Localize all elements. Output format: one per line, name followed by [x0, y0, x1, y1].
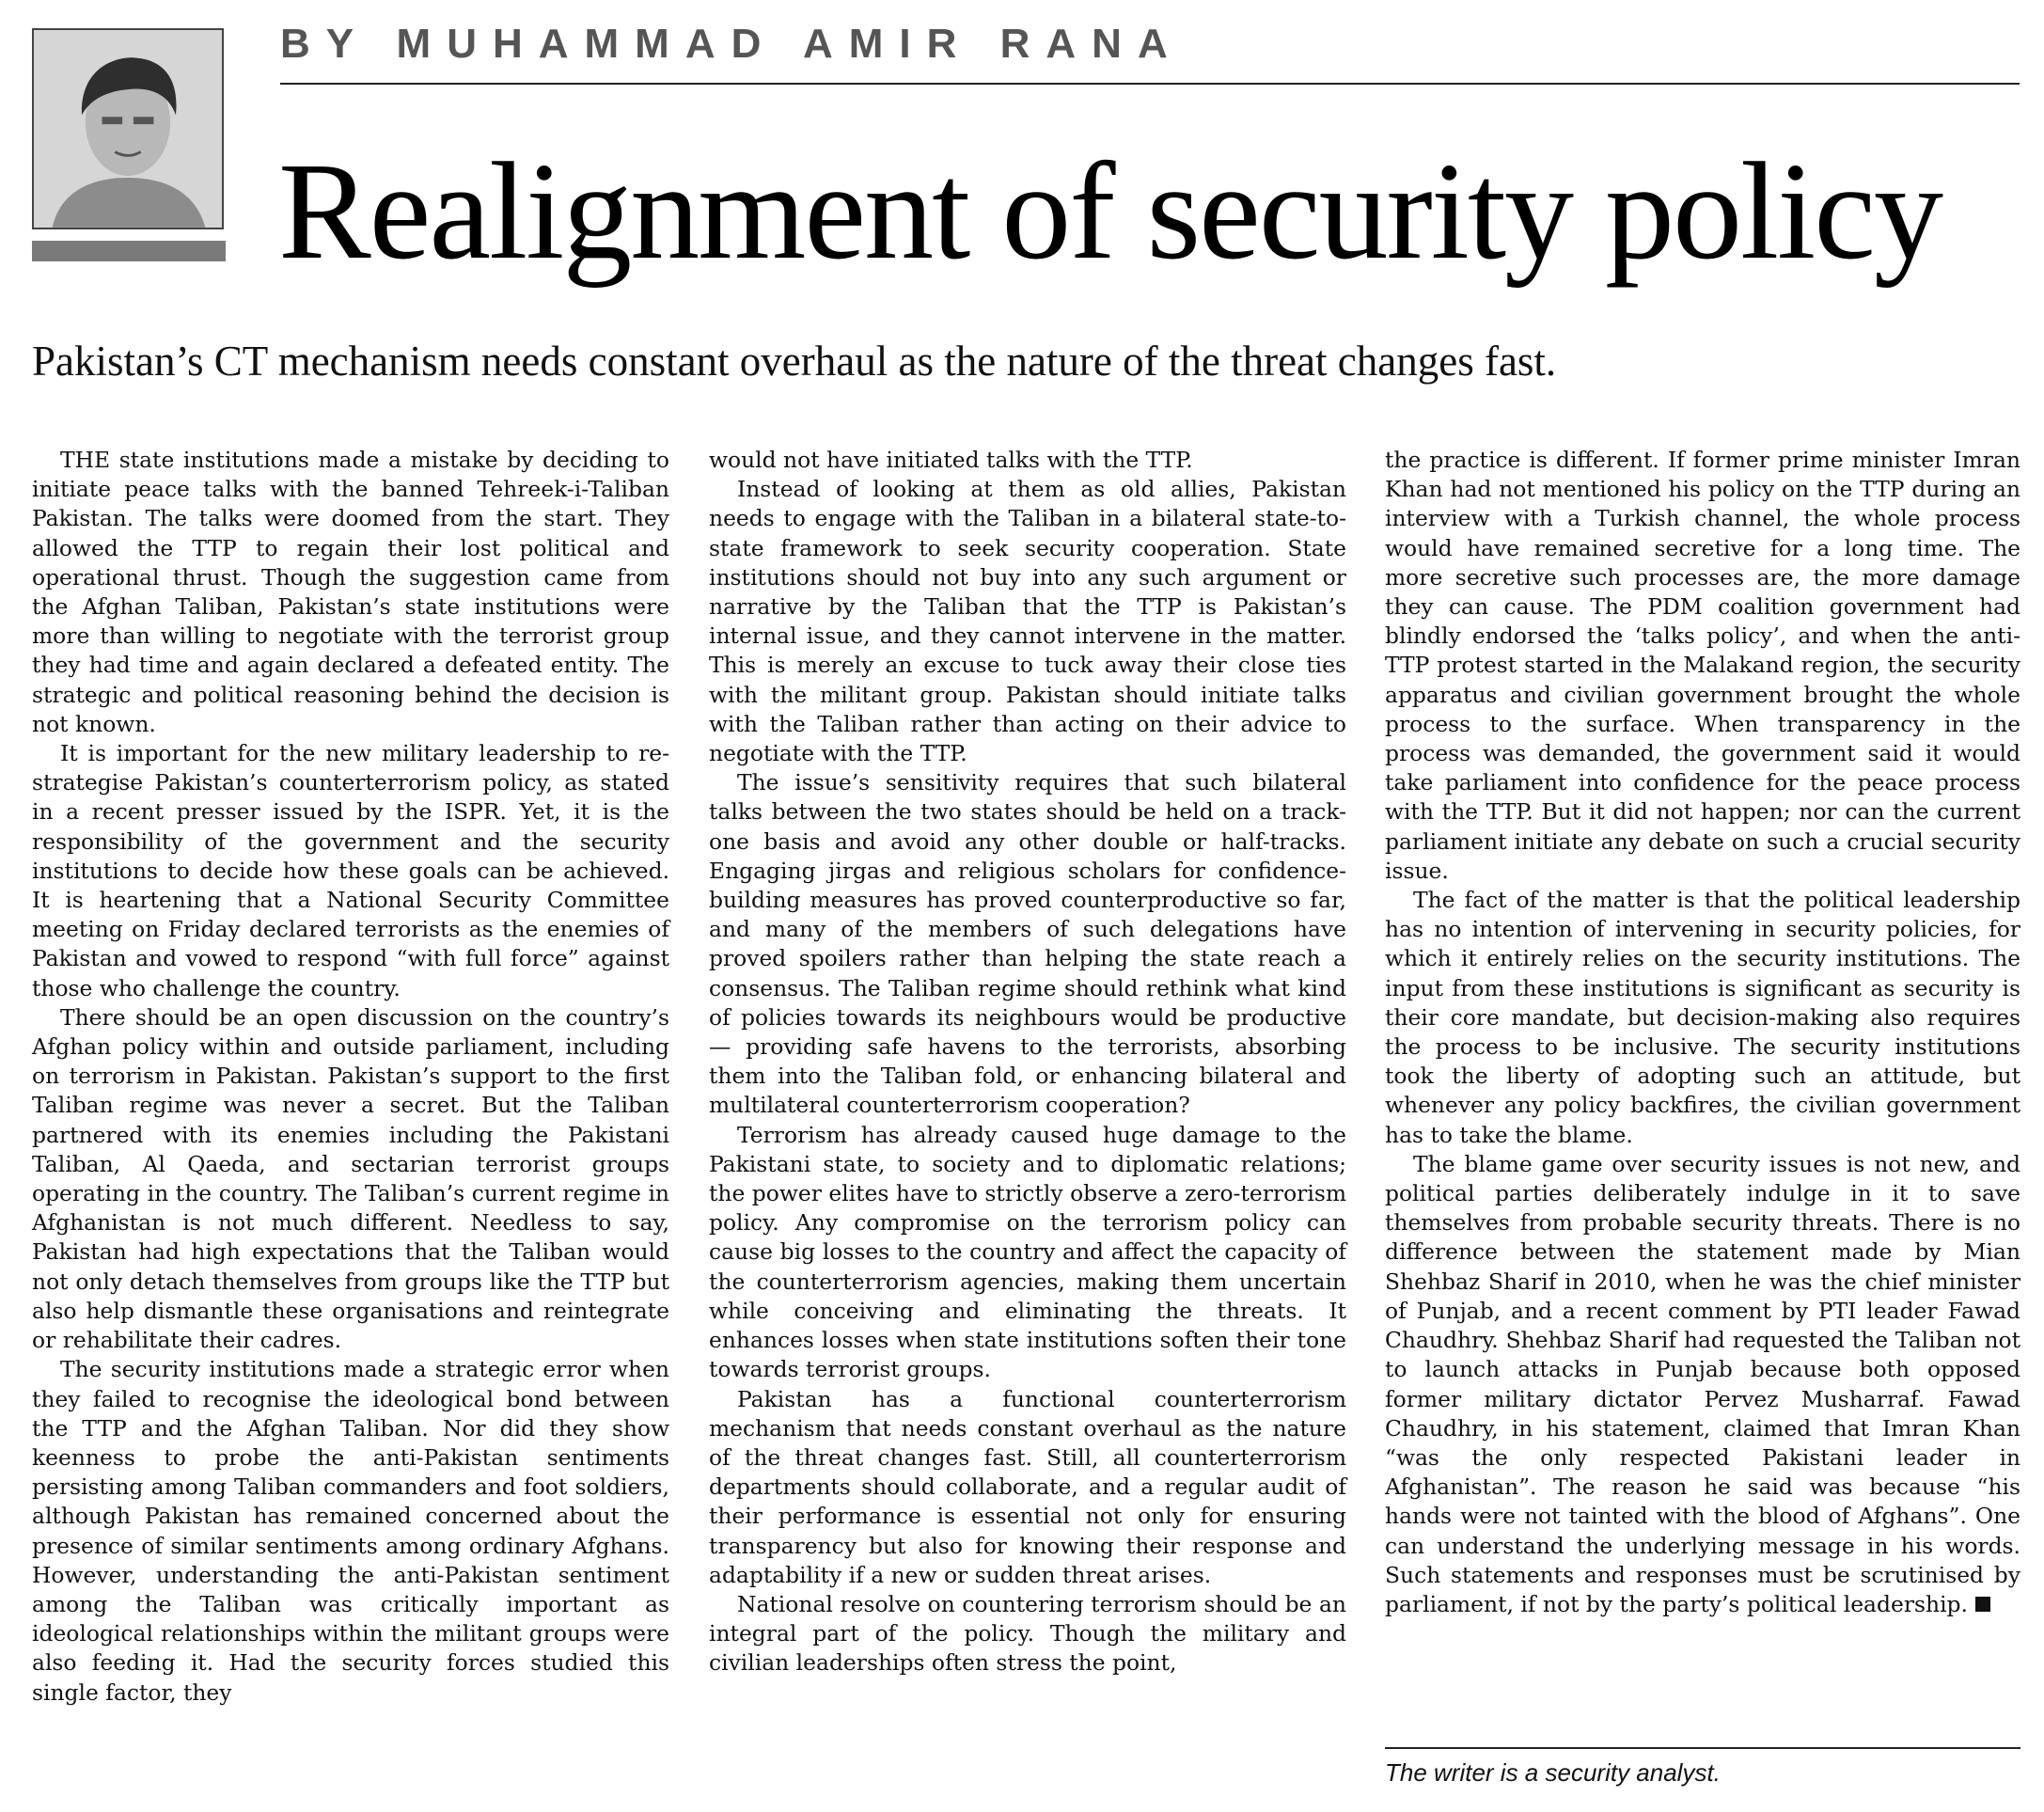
- paragraph: Pakistan has a functional counterterrorism mechanism that needs constant overhaul as the nature of the threat changes fast. Still, all counterterrorism departments should collaborate, and a regular audit of their performance is essential not only for ensuring transparency but also for knowing their response and adaptability if a new or sudden threat arises.: [709, 1385, 1346, 1588]
- article-column-2: [709, 446, 1346, 1678]
- author-footnote: The writer is a security analyst.: [1385, 1758, 1721, 1787]
- paragraph: the practice is different. If former prime minister Imran Khan had not mentioned his policy on the TTP during an interview with a Turkish channel, the whole process would have remained secretive for a long time. The more secretive such processes are, the more damage they can cause. The PDM coalition government had blindly endorsed the ‘talks policy’, and when the anti-TTP protest started in the Malakand region, the security apparatus and civilian government brought the whole process to the surface. When transparency in the process was demanded, the government said it would take parliament into confidence for the peace process with the TTP. But it did not happen; nor can the current parliament initiate any debate on such a crucial security issue.: [1385, 447, 2020, 884]
- standfirst: Pakistan’s CT mechanism needs constant overhaul as the nature of the threat changes fast.: [32, 338, 1557, 385]
- article-column-1: [32, 446, 669, 1708]
- paragraph: would not have initiated talks with the TTP.: [709, 447, 1193, 473]
- byline: BY MUHAMMAD AMIR RANA: [280, 21, 1184, 67]
- author-photo: [32, 28, 224, 229]
- end-square-icon: [1975, 1597, 1990, 1612]
- paragraph: The fact of the matter is that the political leadership has no intention of intervening in security policies, for which it entirely relies on the security institutions. The input from these institutions is significant as security is their core mandate, but decision-making also requires the process to be inclusive. The security institutions took the liberty of adopting such an attitude, but whenever any policy backfires, the civilian government has to take the blame.: [1385, 887, 2020, 1148]
- paragraph: Terrorism has already caused huge damage to the Pakistani state, to society and to diplomatic relations; the power elites have to strictly observe a zero-terrorism policy. Any compromise on the terrorism policy can cause big losses to the country and affect the capacity of the counterterrorism agencies, making them uncertain while conceiving and eliminating the threats. It enhances losses when state institutions soften their tone towards terrorist groups.: [709, 1121, 1346, 1383]
- author-portrait-icon: [34, 30, 222, 228]
- paragraph: THE state institutions made a mistake by deciding to initiate peace talks with the banned Tehreek-i-Taliban Pakistan. The talks were doomed from the start. They allowed the TTP to regain their lost political and operational thrust. Though the suggestion came from the Afghan Taliban, Pakistan’s state institutions were more than willing to negotiate with the terrorist group they had time and again declared a defeated entity. The strategic and political reasoning behind the decision is not known.: [32, 447, 669, 737]
- footnote-rule: [1385, 1747, 2020, 1749]
- paragraph: Instead of looking at them as old allies, Pakistan needs to engage with the Taliban in a bilateral state-to-state framework to seek security cooperation. State institutions should not buy into any such argument or narrative by the Taliban that the TTP is Pakistan’s internal issue, and they cannot intervene in the matter. This is merely an excuse to tuck away their close ties with the militant group. Pakistan should initiate talks with the Taliban rather than acting on their advice to negotiate with the TTP.: [709, 476, 1346, 767]
- paragraph-text: The blame game over security issues is not new, and political parties deliberately indulge in it to save themselves from probable security threats. There is no difference between the statement made by Mian Shehbaz Sharif in 2010, when he was the chief minister of Punjab, and a recent comment by PTI leader Fawad Chaudhry. Shehbaz Sharif had requested the Taliban not to launch attacks in Punjab because both opposed former military dictator Pervez Musharraf. Fawad Chaudhry, in his statement, claimed that Imran Khan “was the only respected Pakistani leader in Afghanistan”. The reason he said was because “his hands were not tainted with the blood of Afghans”. One can understand the underlying message in his words. Such statements and responses must be scrutinised by parliament, if not by the party’s political leadership.: [1385, 1150, 2020, 1617]
- paragraph: National resolve on countering terrorism should be an integral part of the policy. Though the military and civilian leaderships often stress the point,: [709, 1590, 1346, 1677]
- paragraph-last: [1385, 1150, 2020, 1619]
- headline: Realignment of security policy: [278, 134, 1942, 289]
- article-column-3: [1385, 446, 2020, 1619]
- paragraph: There should be an open discussion on the country’s Afghan policy within and outside parliament, including on terrorism in Pakistan. Pakistan’s support to the first Taliban regime was never a secret. But the Taliban partnered with its enemies including the Pakistani Taliban, Al Qaeda, and sectarian terrorist groups operating in the country. The Taliban’s current regime in Afghanistan is not much different. Needless to say, Pakistan had high expectations that the Taliban would not only detach themselves from groups like the TTP but also help dismantle these organisations and reintegrate or rehabilitate their cadres.: [32, 1003, 669, 1354]
- header-rule: [280, 83, 2020, 85]
- paragraph: The issue’s sensitivity requires that such bilateral talks between the two states should be held on a track-one basis and avoid any other double or half-tracks. Engaging jirgas and religious scholars for confidence-building measures has proved counterproductive so far, and many of the members of such delegations have proved spoilers rather than helping the state reach a consensus. The Taliban regime should rethink what kind of policies towards its neighbours would be productive — providing safe havens to the terrorists, absorbing them into the Taliban fold, or enhancing bilateral and multilateral counterterrorism cooperation?: [709, 769, 1346, 1119]
- paragraph: The security institutions made a strategic error when they failed to recognise the ideological bond between the TTP and the Afghan Taliban. Nor did they show keenness to probe the anti-Pakistan sentiments persisting among Taliban commanders and foot soldiers, although Pakistan has remained concerned about the presence of similar sentiments among ordinary Afghans. However, understanding the anti-Pakistan sentiment among the Taliban was critically important as ideological relationships within the militant groups were also feeding it. Had the security forces studied this single factor, they: [32, 1356, 669, 1706]
- photo-underline-bar: [32, 241, 226, 261]
- paragraph: It is important for the new military leadership to re-strategise Pakistan’s counterterrorism policy, as stated in a recent presser issued by the ISPR. Yet, it is the responsibility of the government and the security institutions to decide how these goals can be achieved. It is heartening that a National Security Committee meeting on Friday declared terrorists as the enemies of Pakistan and vowed to respond “with full force” against those who challenge the country.: [32, 740, 669, 1001]
